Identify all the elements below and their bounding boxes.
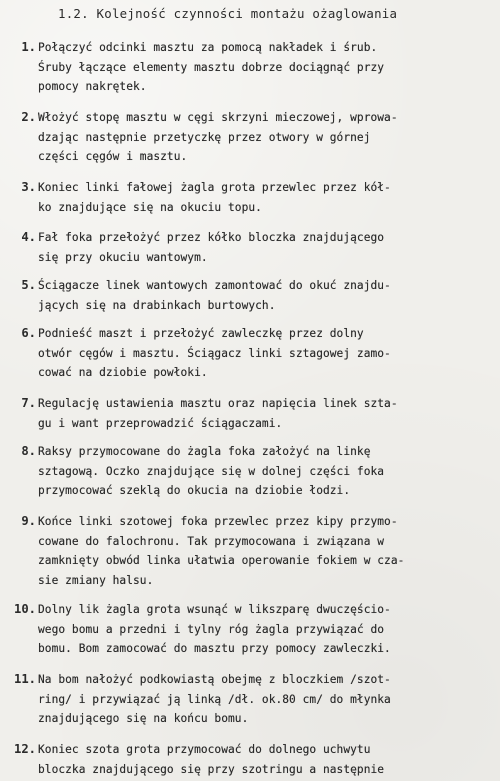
item-text-line: przymocować szeklą do okucia na dziobie łodzi. xyxy=(38,484,351,497)
section-title: 1.2. Kolejność czynności montażu ożaglowania xyxy=(58,6,398,21)
item-text-line: Fał foka przełożyć przez kółko bloczka znajdującego xyxy=(38,231,385,244)
item-text-line: pomocy nakrętek. xyxy=(38,80,147,93)
item-text-line: cować na dziobie powłoki. xyxy=(38,366,208,379)
item-text-line: wego bomu a przedni i tylny róg żagla przywiązać do xyxy=(38,622,385,636)
item-number: 5. xyxy=(21,278,36,292)
item-text-line: sie zmiany halsu. xyxy=(38,573,154,587)
item-text-line: Włożyć stopę masztu w cęgi skrzyni mieczowej, wprowa- xyxy=(38,111,398,124)
item-text-line: Końce linki szotowej foka przewlec przez kipy przymo- xyxy=(38,515,398,528)
item-text-line: cowane do falochronu. Tak przymocowana i związana w xyxy=(38,534,385,548)
item-number: 8. xyxy=(21,444,36,458)
item-text-line: otwór cęgów i masztu. Ściągacz linki sztagowej zamo- xyxy=(38,346,391,360)
item-text-line: sztagową. Oczko znajdujące się w dolnej części foka xyxy=(38,464,385,478)
item-number: 1. xyxy=(21,40,36,54)
item-text-line: Ściągacze linek wantowych zamontować do okuć znajdu- xyxy=(38,279,391,292)
item-number: 10. xyxy=(13,602,36,616)
item-text-line: dzając następnie przetyczkę przez otwory w górnej xyxy=(38,130,371,144)
item-number: 6. xyxy=(21,326,36,340)
item-number: 11. xyxy=(13,672,36,686)
item-number: 4. xyxy=(21,230,36,244)
item-text-line: znajdującego się na końcu bomu. xyxy=(38,712,249,725)
item-text-line: Koniec szota grota przymocować do dolnego uchwytu xyxy=(38,743,371,756)
item-text-line: Regulację ustawienia masztu oraz napięcia linek szta- xyxy=(38,397,398,410)
item-text-line: bomu. Bom zamocować do masztu przy pomocy zawleczki. xyxy=(38,642,391,655)
item-text-line: się przy okuciu wantowym. xyxy=(38,250,208,264)
item-number: 9. xyxy=(21,514,36,528)
item-text-line: gu i want przeprowadzić ściągaczami. xyxy=(38,416,283,430)
item-text-line: bloczka znajdującego się przy szotringu a następnie xyxy=(38,762,385,776)
item-number: 3. xyxy=(21,180,36,194)
item-text-line: Na bom nałożyć podkowiastą obejmę z bloczkiem /szot- xyxy=(38,673,391,686)
item-text-line: ko znajdujące się na okuciu topu. xyxy=(38,200,262,214)
item-number: 7. xyxy=(21,396,36,410)
item-text-line: Raksy przymocowane do żagla foka założyć na linkę xyxy=(38,445,371,458)
item-text-line: Koniec linki fałowej żagla grota przewlec przez kół- xyxy=(38,181,391,194)
item-number: 12. xyxy=(13,742,36,756)
item-text-line: Dolny lik żagla grota wsunąć w likszparę dwuczęścio- xyxy=(38,603,391,616)
item-text-line: części cęgów i masztu. xyxy=(38,150,188,163)
item-text-line: ring/ i przywiązać ją linką /dł. ok.80 cm/ do młynka xyxy=(38,692,391,706)
item-text-line: Śruby łączące elementy masztu dobrze dociągnąć przy xyxy=(38,60,385,74)
item-text-line: Połączyć odcinki masztu za pomocą nakładek i śrub. xyxy=(38,41,378,54)
item-text-line: jących się na drabinkach burtowych. xyxy=(38,298,276,312)
item-number: 2. xyxy=(21,110,36,124)
item-text-line: Podnieść maszt i przełożyć zawleczkę przez dolny xyxy=(38,327,364,340)
item-text-line: zamknięty obwód linka ułatwia operowanie fokiem w cza- xyxy=(38,554,405,567)
